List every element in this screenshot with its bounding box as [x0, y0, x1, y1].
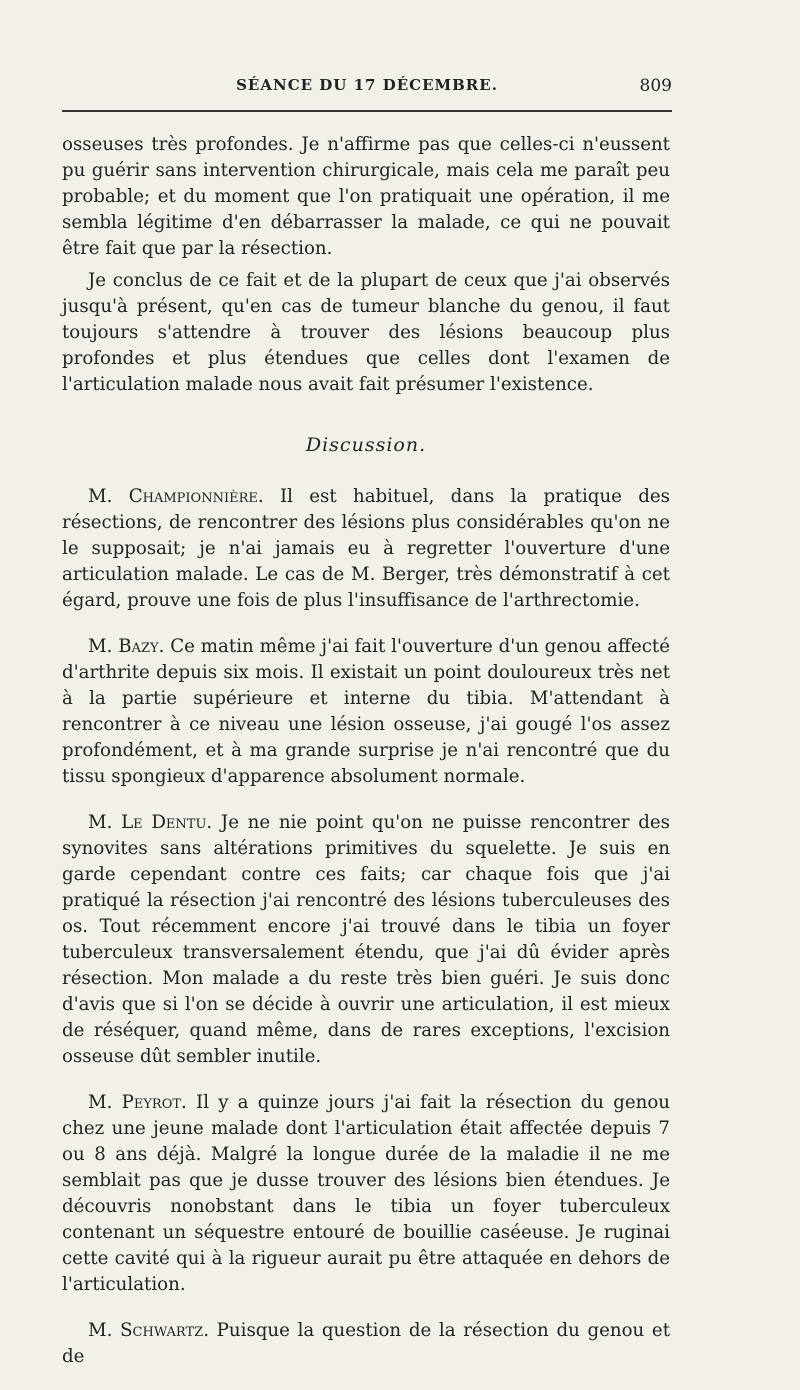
paragraph: Je conclus de ce fait et de la plupart de ceux que j'ai observés jusqu'à présent, qu'en cas de tumeur blanche du genou, il faut toujours s'attendre à trouver des lésions beaucoup plus profondes et plus étendues que celles dont l'examen de l'articulation malade nous avait fait présumer l'existence. — [62, 270, 670, 395]
header-rule — [62, 110, 672, 112]
intervention-bazy — [62, 634, 670, 790]
page-number: 809 — [639, 76, 672, 96]
intervention-text: Je ne nie point qu'on ne puisse rencontrer des synovites sans altérations primitives du squelette. Je suis en garde cependant contre ces faits; car chaque fois que j'ai pratiqué la résection j'ai rencontré des lésions tuberculeuses des os. Tout récemment encore j'ai trouvé dans le tibia un foyer tuberculeux transversalement étendu, que j'ai dû évider après résection. Mon malade a du reste très bien guéri. Je suis donc d'avis que si l'on se décide à ouvrir une articulation, il est mieux de réséquer, quand même, dans de rares exceptions, l'excision osseuse dût sembler inutile. — [62, 812, 671, 1067]
intervention-le-dentu — [62, 810, 670, 1070]
intervention-text: Il y a quinze jours j'ai fait la résection du genou chez une jeune malade dont l'articulation était affectée depuis 7 ou 8 ans déjà. Malgré la longue durée de la maladie il ne me semblait pas que je dusse trouver des lésions bien étendues. Je découvris nonobstant dans le tibia un foyer tuberculeux contenant un séquestre entouré de bouillie caséeuse. Je ruginai cette cavité qui à la rigueur aurait pu être attaquée en dehors de l'articulation. — [62, 1092, 670, 1295]
intervention-schwartz — [62, 1318, 670, 1370]
speaker-name: M. Bazy. — [88, 636, 165, 657]
intervention-text: Il est habituel, dans la pratique des résections, de rencontrer des lésions plus considérables qu'on ne le supposait; je n'ai jamais eu à regretter l'ouverture d'une articulation malade. Le cas de M. Berger, très démonstratif à cet égard, prouve une fois de plus l'insuffisance de l'arthrectomie. — [62, 486, 670, 611]
speaker-name: M. Championnière. — [88, 486, 264, 507]
page-body — [62, 132, 670, 1390]
speaker-name: M. Peyrot. — [88, 1092, 187, 1113]
intervention-peyrot — [62, 1090, 670, 1298]
section-heading: Discussion. — [305, 434, 427, 456]
paragraph: osseuses très profondes. Je n'affirme pas que celles-ci n'eussent pu guérir sans intervention chirurgicale, mais cela me paraît peu probable; et du moment que l'on pratiquait une opération, il me sembla légitime d'en débarrasser la malade, ce qui ne pouvait être fait que par la résection. — [62, 134, 670, 259]
speaker-name: M. Le Dentu. — [88, 812, 213, 833]
intervention-championniere — [62, 484, 670, 614]
intervention-text: Ce matin même j'ai fait l'ouverture d'un genou affecté d'arthrite depuis six mois. Il existait un point douloureux très net à la partie supérieure et interne du tibia. M'attendant à rencontrer à ce niveau une lésion osseuse, j'ai gougé l'os assez profondément, et à ma grande surprise je n'ai rencontré que du tissu spongieux d'apparence absolument normale. — [62, 636, 670, 787]
intervention-text: Puisque la question de la résection du genou et de — [62, 1320, 671, 1367]
header-title: SÉANCE DU 17 DÉCEMBRE. — [236, 76, 498, 94]
running-header — [62, 76, 672, 102]
speaker-name: M. Schwartz. — [88, 1320, 209, 1341]
